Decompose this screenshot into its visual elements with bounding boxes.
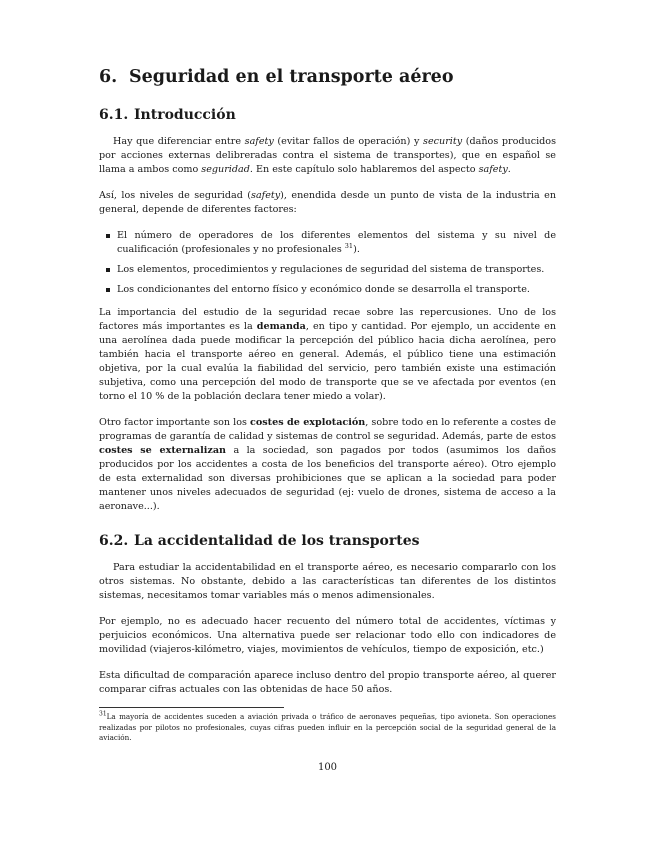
page-body xyxy=(99,66,556,709)
footnote-reference[interactable]: 31 xyxy=(344,241,354,250)
list-item: El número de operadores de los diferentes elementos del sistema y su nivel de cualificación (profesionales y no profesionales $^{31}$). xyxy=(117,229,556,257)
paragraph-accidentabilidad: Para estudiar la accidentabilidad en el transporte aéreo, es necesario compararlo con los otros sistemas. No obstante, debido a las características tan diferentes de los distintos sistemas, necesitamos tomar variables más o menos adimensionales. xyxy=(99,562,556,601)
chapter-number: 6. xyxy=(99,67,118,87)
section-heading-6-2 xyxy=(99,532,556,550)
paragraph-factors-intro: Así, los niveles de seguridad (safety), enendida desde un punto de vista de la industria en general, depende de diferentes factores: xyxy=(99,190,557,215)
footnote-divider xyxy=(99,707,284,708)
bullet-icon xyxy=(106,288,110,292)
paragraph-dificultad: Esta dificultad de comparación aparece incluso dentro del propio transporte aéreo, al querer comparar cifras actuales con las obtenidas de hace 50 años. xyxy=(99,670,556,695)
section-title: La accidentalidad de los transportes xyxy=(134,533,420,549)
paragraph-ejemplo: Por ejemplo, no es adecuado hacer recuento del número total de accidentes, víctimas y perjuicios económicos. Una alternativa puede ser relacionar todo ello con indicadores de movilidad (viajeros-kilómetro, viajes, movimientos de vehículos, tiempo de exposición, etc.) xyxy=(99,616,556,655)
footnote xyxy=(99,712,556,744)
section-title: Introducción xyxy=(134,107,236,123)
chapter-title: Seguridad en el transporte aéreo xyxy=(129,67,454,87)
section-number: 6.1. xyxy=(99,107,129,123)
footnote-text: La mayoría de accidentes suceden a aviación privada o tráfico de aeronaves pequeñas, tipo avioneta. Son operaciones realizadas por pilotos no profesionales, cuyas cifras pueden influir en la percepción social de la seguridad general de la aviación. xyxy=(99,712,556,742)
paragraph-safety-security: Hay que diferenciar entre safety (evitar fallos de operación) y security (daños producidos por acciones externas delibreradas contra el sistema de transportes), que en español se llama a ambos como seguridad. En este capítulo solo hablaremos del aspecto safety. xyxy=(99,136,556,175)
factor-list xyxy=(99,229,556,297)
section-number: 6.2. xyxy=(99,533,129,549)
bullet-icon xyxy=(106,268,110,272)
chapter-heading xyxy=(99,66,556,88)
list-item: Los condicionantes del entorno físico y económico donde se desarrolla el transporte. xyxy=(117,283,556,297)
footnote-mark: 31 xyxy=(99,710,107,718)
list-item: Los elementos, procedimientos y regulaciones de seguridad del sistema de transportes. xyxy=(117,263,556,277)
paragraph-costes: Otro factor importante son los costes de explotación, sobre todo en lo referente a costes de programas de garantía de calidad y sistemas de control se seguridad. Además, parte de estos costes se externalizan a la sociedad, son pagados por todos (asumimos los daños producidos por los accidentes a costa de los beneficios del transporte aéreo). Otro ejemplo de esta externalidad son diversas prohibiciones que se aplican a la sociedad para poder mantener unos niveles adecuados de seguridad (ej: vuelo de drones, sistema de acceso a la aeronave...). xyxy=(99,417,556,512)
section-heading-6-1 xyxy=(99,106,556,124)
bullet-icon xyxy=(106,234,110,238)
page-number: 100 xyxy=(317,762,338,773)
paragraph-demanda: La importancia del estudio de la seguridad recae sobre las repercusiones. Uno de los factores más importantes es la demanda, en tipo y cantidad. Por ejemplo, un accidente en una aerolínea dada puede modificar la percepción del público hacia dicha aerolínea, pero también hacia el transporte aéreo en general. Además, el público tiene una estimación objetiva, por la cual evalúa la fiabilidad del servicio, pero también existe una estimación subjetiva, como una percepción del modo de transporte que se ve afectada por eventos (en torno el 10 % de la población declara tener miedo a volar). xyxy=(99,307,557,402)
